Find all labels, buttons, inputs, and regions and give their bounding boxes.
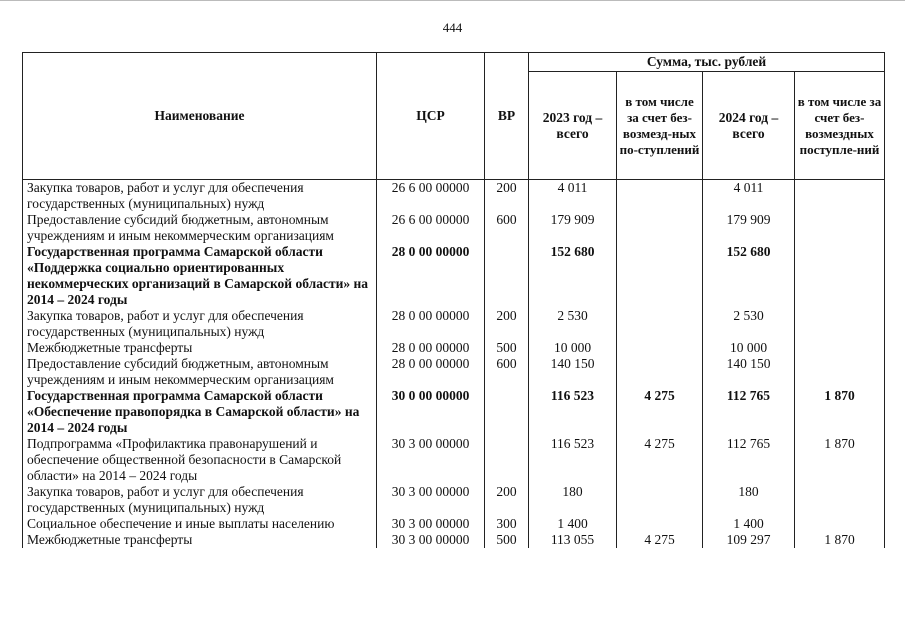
table-row [23, 516, 885, 532]
row-csr: 28 0 00 00000 [377, 244, 485, 308]
row-2023-total: 140 150 [529, 356, 617, 388]
row-2024-free [795, 212, 885, 244]
row-2024-free [795, 340, 885, 356]
row-vr: 200 [485, 180, 529, 213]
row-2023-free: 4 275 [617, 436, 703, 484]
row-vr: 200 [485, 484, 529, 516]
row-2024-total: 4 011 [703, 180, 795, 213]
row-vr [485, 388, 529, 436]
header-sum-group: Сумма, тыс. рублей [529, 53, 885, 72]
budget-table [22, 52, 885, 548]
row-2024-total: 179 909 [703, 212, 795, 244]
row-2024-total: 109 297 [703, 532, 795, 548]
row-name: Предоставление субсидий бюджетным, автономным учреждениям и иным некоммерческим организациям [23, 356, 377, 388]
row-vr: 600 [485, 356, 529, 388]
table-row [23, 388, 885, 436]
row-2023-total: 180 [529, 484, 617, 516]
table-row [23, 180, 885, 213]
row-name: Государственная программа Самарской области «Поддержка социально ориентированных некоммерческих организаций в Самарской области» на 2014 – 2024 годы [23, 244, 377, 308]
row-2024-free: 1 870 [795, 436, 885, 484]
row-csr: 26 6 00 00000 [377, 180, 485, 213]
row-2023-free [617, 212, 703, 244]
table-row [23, 340, 885, 356]
header-2023-free: в том числе за счет без-возмезд-ных по-ступлений [617, 72, 703, 180]
row-csr: 28 0 00 00000 [377, 340, 485, 356]
row-csr: 30 3 00 00000 [377, 516, 485, 532]
row-2023-total: 2 530 [529, 308, 617, 340]
row-2024-free: 1 870 [795, 532, 885, 548]
row-2023-free [617, 340, 703, 356]
table-row [23, 436, 885, 484]
row-name: Социальное обеспечение и иные выплаты населению [23, 516, 377, 532]
page-number: 444 [442, 20, 463, 35]
row-2024-total: 2 530 [703, 308, 795, 340]
row-vr [485, 436, 529, 484]
row-2024-free [795, 308, 885, 340]
header-2024-total: 2024 год – всего [703, 72, 795, 180]
header-2024-free: в том числе за счет без-возмездных поступле-ний [795, 72, 885, 180]
row-name: Закупка товаров, работ и услуг для обеспечения государственных (муниципальных) нужд [23, 180, 377, 213]
row-2023-total: 1 400 [529, 516, 617, 532]
row-2023-free [617, 180, 703, 213]
row-csr: 30 3 00 00000 [377, 484, 485, 516]
header-vr: ВР [485, 53, 529, 180]
row-csr: 30 3 00 00000 [377, 436, 485, 484]
table-row [23, 244, 885, 308]
top-rule [0, 0, 905, 1]
row-2023-free [617, 516, 703, 532]
row-2023-total: 113 055 [529, 532, 617, 548]
row-vr: 500 [485, 532, 529, 548]
header-csr: ЦСР [377, 53, 485, 180]
table-body [23, 180, 885, 549]
row-csr: 28 0 00 00000 [377, 308, 485, 340]
row-2023-total: 116 523 [529, 388, 617, 436]
row-2024-free [795, 180, 885, 213]
row-2023-free: 4 275 [617, 388, 703, 436]
row-2023-free [617, 484, 703, 516]
row-2024-total: 152 680 [703, 244, 795, 308]
row-2023-free [617, 356, 703, 388]
row-2024-total: 10 000 [703, 340, 795, 356]
row-2024-total: 180 [703, 484, 795, 516]
row-name: Подпрограмма «Профилактика правонарушений и обеспечение общественной безопасности в Самарской области» на 2014 – 2024 годы [23, 436, 377, 484]
row-vr: 200 [485, 308, 529, 340]
row-2023-total: 4 011 [529, 180, 617, 213]
row-2023-total: 179 909 [529, 212, 617, 244]
row-name: Межбюджетные трансферты [23, 340, 377, 356]
row-2024-total: 1 400 [703, 516, 795, 532]
row-2023-total: 116 523 [529, 436, 617, 484]
row-name: Государственная программа Самарской области «Обеспечение правопорядка в Самарской области» на 2014 – 2024 годы [23, 388, 377, 436]
table-row [23, 212, 885, 244]
row-2023-free [617, 244, 703, 308]
row-2024-total: 112 765 [703, 436, 795, 484]
row-csr: 28 0 00 00000 [377, 356, 485, 388]
table-row [23, 356, 885, 388]
row-2023-free [617, 308, 703, 340]
row-2024-total: 140 150 [703, 356, 795, 388]
table-row [23, 484, 885, 516]
row-csr: 26 6 00 00000 [377, 212, 485, 244]
row-csr: 30 0 00 00000 [377, 388, 485, 436]
row-name: Закупка товаров, работ и услуг для обеспечения государственных (муниципальных) нужд [23, 484, 377, 516]
row-2024-free [795, 244, 885, 308]
row-name: Закупка товаров, работ и услуг для обеспечения государственных (муниципальных) нужд [23, 308, 377, 340]
header-name: Наименование [23, 53, 377, 180]
row-name: Предоставление субсидий бюджетным, автономным учреждениям и иным некоммерческим организациям [23, 212, 377, 244]
row-2024-free [795, 484, 885, 516]
row-vr [485, 244, 529, 308]
row-csr: 30 3 00 00000 [377, 532, 485, 548]
row-2023-total: 152 680 [529, 244, 617, 308]
row-2024-total: 112 765 [703, 388, 795, 436]
row-2024-free [795, 516, 885, 532]
table-row [23, 532, 885, 548]
row-name: Межбюджетные трансферты [23, 532, 377, 548]
row-vr: 300 [485, 516, 529, 532]
row-2024-free: 1 870 [795, 388, 885, 436]
row-vr: 500 [485, 340, 529, 356]
table-row [23, 308, 885, 340]
row-2023-total: 10 000 [529, 340, 617, 356]
row-vr: 600 [485, 212, 529, 244]
header-2023-total: 2023 год – всего [529, 72, 617, 180]
row-2023-free: 4 275 [617, 532, 703, 548]
row-2024-free [795, 356, 885, 388]
